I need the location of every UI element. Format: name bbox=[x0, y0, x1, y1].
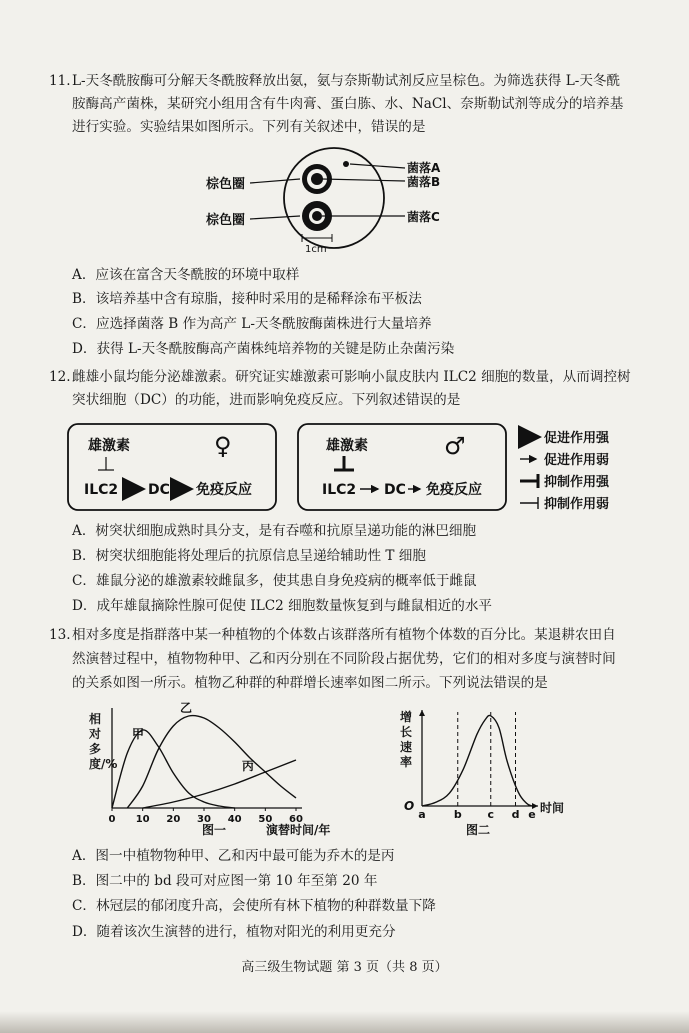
question-13-text-line-2: 然演替过程中，植物物种甲、乙和丙分别在不同阶段占据优势，它们的相对多度与演替时间 bbox=[72, 651, 616, 667]
figure-1-xlabel: 演替时间/年 bbox=[266, 823, 331, 837]
question-11-text-line-1: L-天冬酰胺酶可分解天冬酰胺释放出氨，氨与奈斯勒试剂反应呈棕色。为筛选获得 L-天冬酰 bbox=[72, 73, 621, 89]
figure-2-growth-rate-chart bbox=[396, 700, 586, 840]
pathway-legend bbox=[520, 430, 610, 512]
figure-2-ylabel: 增长速率 bbox=[400, 710, 413, 769]
question-11-option-a: A．应该在富含天冬酰胺的环境中取样 bbox=[72, 267, 300, 283]
question-12-option-a: A．树突状细胞成熟时具分支，是有吞噬和抗原呈递功能的淋巴细胞 bbox=[72, 523, 477, 539]
question-11-option-d: D．获得 L-天冬酰胺酶高产菌株纯培养物的关键是防止杂菌污染 bbox=[72, 341, 455, 357]
question-13-option-d: D．随着该次生演替的进行，植物对阳光的利用更充分 bbox=[72, 924, 396, 940]
petri-dish-circle bbox=[284, 148, 384, 248]
figure-1-x-tick-label-2: 20 bbox=[166, 814, 181, 825]
figure-1-title: 图一 bbox=[202, 823, 227, 837]
figure-1-series-line-2 bbox=[127, 715, 296, 808]
label-colony-a: 菌落A bbox=[407, 161, 441, 175]
immune-pathway-figure bbox=[64, 420, 624, 516]
question-12-text-line-1: 雌雄小鼠均能分泌雄激素。研究证实雄激素可影响小鼠皮肤内 ILC2 细胞的数量，从而调控树 bbox=[72, 369, 631, 385]
legend-inhibit-strong: 抑制作用强 bbox=[544, 475, 610, 490]
scale-label: 1cm bbox=[305, 244, 327, 255]
figure-2-x-tick-label-a: a bbox=[418, 808, 426, 821]
female-immune-label: 免疫反应 bbox=[196, 482, 252, 498]
label-brown-ring-2: 棕色圈 bbox=[206, 213, 246, 228]
male-dc-label: DC bbox=[384, 482, 406, 498]
figure-1-ylabel: 相对多度/% bbox=[89, 712, 118, 771]
petri-dish-figure bbox=[200, 146, 480, 258]
question-11-option-b: B．该培养基中含有琼脂，接种时采用的是稀释涂布平板法 bbox=[72, 291, 422, 307]
colony-b bbox=[311, 173, 323, 185]
question-13-number: 13. bbox=[49, 627, 71, 643]
label-colony-c: 菌落C bbox=[407, 210, 440, 224]
question-12-text-line-2: 突状细胞（DC）的功能，进而影响免疫反应。下列叙述错误的是 bbox=[72, 392, 461, 408]
figure-1-series-label-jia: 甲 bbox=[132, 727, 145, 741]
female-ilc2-label: ILC2 bbox=[84, 482, 119, 498]
female-dc-label: DC bbox=[148, 482, 170, 498]
question-13-option-a: A．图一中植物物种甲、乙和丙中最可能为乔木的是丙 bbox=[72, 848, 395, 864]
figure-2-title: 图二 bbox=[466, 823, 491, 837]
male-ilc2-label: ILC2 bbox=[322, 482, 357, 498]
question-11-text-line-2: 胺酶高产菌株，某研究小组用含有牛肉膏、蛋白胨、水、NaCl、奈斯勒试剂等成分的培养基 bbox=[72, 96, 624, 112]
question-11-number: 11. bbox=[49, 73, 71, 89]
colony-a bbox=[343, 161, 349, 167]
male-hormone-label: 雄激素 bbox=[326, 438, 368, 454]
legend-inhibit-weak: 抑制作用弱 bbox=[544, 497, 610, 512]
figure-2-x-tick-label-b: b bbox=[453, 808, 462, 821]
female-symbol: ♀ bbox=[214, 432, 232, 460]
question-12-option-c: C．雄鼠分泌的雄激素较雌鼠多，使其患自身免疫病的概率低于雌鼠 bbox=[72, 573, 477, 589]
figure-2-xlabel: 时间 bbox=[540, 801, 565, 815]
page-bottom-edge bbox=[0, 1011, 689, 1033]
figure-1-x-tick-label-5: 50 bbox=[258, 814, 273, 825]
question-13-text-line-1: 相对多度是指群落中某一种植物的个体数占该群落所有植物个体数的百分比。某退耕农田自 bbox=[72, 627, 616, 643]
label-colony-b: 菌落B bbox=[407, 175, 441, 189]
figure-1-series-label-bing: 丙 bbox=[242, 759, 255, 773]
figure-2-x-tick-label-d: d bbox=[511, 808, 520, 821]
question-13-text-line-3: 的关系如图一所示。植物乙种群的种群增长速率如图二所示。下列说法错误的是 bbox=[72, 675, 548, 691]
question-13-option-b: B．图二中的 bd 段可对应图一第 10 年至第 20 年 bbox=[72, 873, 378, 889]
question-11-option-c: C．应选择菌落 B 作为高产 L-天冬酰胺酶菌株进行大量培养 bbox=[72, 316, 432, 332]
figure-1-x-tick-label-3: 30 bbox=[197, 814, 211, 825]
figure-1-x-tick-label-4: 40 bbox=[227, 814, 242, 825]
figure-1-series-line-3 bbox=[143, 760, 296, 808]
figure-1-x-tick-label-6: 60 bbox=[289, 814, 303, 825]
figure-1-relative-abundance-chart bbox=[90, 700, 360, 840]
question-11-text-line-3: 进行实验。实验结果如图所示。下列有关叙述中，错误的是 bbox=[72, 119, 426, 135]
figure-1-x-tick-label-1: 10 bbox=[135, 814, 150, 825]
legend-promote-weak: 促进作用弱 bbox=[544, 453, 610, 468]
question-13-option-c: C．林冠层的郁闭度升高，会使所有林下植物的种群数量下降 bbox=[72, 898, 436, 914]
question-12-option-b: B．树突状细胞能将处理后的抗原信息呈递给辅助性 T 细胞 bbox=[72, 548, 426, 564]
figure-1-x-tick-label-0: 0 bbox=[108, 814, 116, 825]
male-immune-label: 免疫反应 bbox=[426, 482, 482, 498]
colony-c bbox=[312, 211, 322, 221]
question-12-number: 12. bbox=[49, 369, 71, 385]
figure-2-origin: O bbox=[404, 799, 415, 813]
male-symbol: ♂ bbox=[444, 432, 466, 460]
figure-1-series-label-yi: 乙 bbox=[180, 701, 193, 715]
label-brown-ring-1: 棕色圈 bbox=[206, 177, 246, 192]
figure-2-x-tick-label-e: e bbox=[528, 808, 536, 821]
female-hormone-label: 雄激素 bbox=[88, 438, 130, 454]
question-12-option-d: D．成年雄鼠摘除性腺可促使 ILC2 细胞数量恢复到与雌鼠相近的水平 bbox=[72, 598, 493, 614]
figure-2-x-tick-label-c: c bbox=[487, 808, 495, 821]
figure-2-y-axis-arrow bbox=[419, 710, 425, 716]
page-footer: 高三级生物试题 第 3 页（共 8 页） bbox=[241, 960, 448, 975]
figure-1-series-line-1 bbox=[112, 730, 235, 808]
legend-promote-strong: 促进作用强 bbox=[544, 431, 610, 446]
